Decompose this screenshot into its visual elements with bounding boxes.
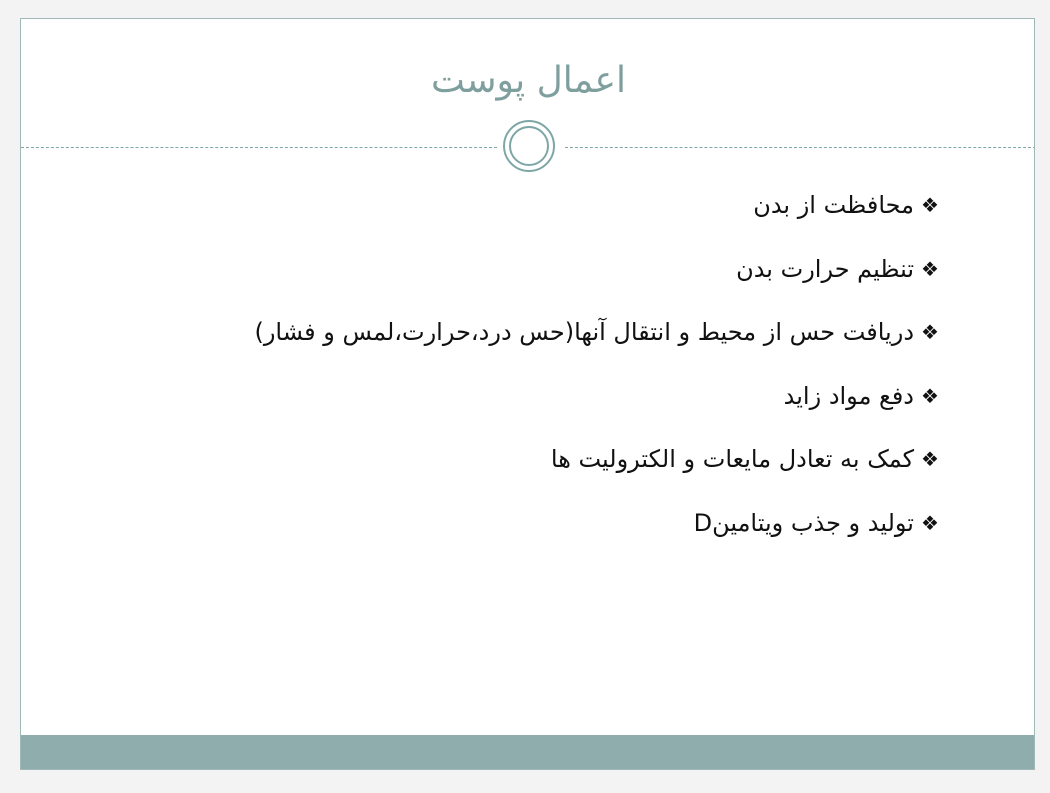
slide-title: اعمال پوست bbox=[431, 60, 626, 101]
bullet-item bbox=[124, 183, 944, 247]
footer-bar bbox=[21, 735, 1035, 770]
bullet-text: محافظت از بدن bbox=[753, 191, 914, 219]
slide-content bbox=[124, 183, 944, 564]
diamond-bullet-icon: ❖ bbox=[921, 256, 939, 281]
bullet-text: تولید و جذب ویتامینD bbox=[693, 508, 914, 537]
slide bbox=[20, 18, 1035, 770]
diamond-bullet-icon: ❖ bbox=[921, 510, 939, 535]
diamond-bullet-icon: ❖ bbox=[921, 447, 939, 471]
title-divider-right bbox=[565, 147, 1035, 148]
bullet-text: دریافت حس از محیط و انتقال آنها(حس درد،حرارت،لمس و فشار) bbox=[254, 318, 914, 346]
bullet-item bbox=[124, 374, 944, 438]
bullet-list bbox=[124, 183, 944, 564]
bullet-text: تنظیم حرارت بدن bbox=[736, 254, 914, 283]
title-divider-left bbox=[21, 147, 497, 148]
bullet-item bbox=[124, 247, 944, 311]
circle-ornament-icon bbox=[503, 120, 555, 172]
bullet-item bbox=[124, 501, 944, 565]
diamond-bullet-icon: ❖ bbox=[921, 320, 939, 344]
bullet-item bbox=[124, 437, 944, 501]
bullet-text: کمک به تعادل مایعات و الکترولیت ها bbox=[550, 445, 914, 473]
diamond-bullet-icon: ❖ bbox=[921, 193, 939, 217]
diamond-bullet-icon: ❖ bbox=[921, 383, 939, 408]
bullet-item bbox=[124, 310, 944, 374]
bullet-text: دفع مواد زاید bbox=[783, 381, 914, 410]
circle-ornament-inner bbox=[509, 126, 549, 166]
